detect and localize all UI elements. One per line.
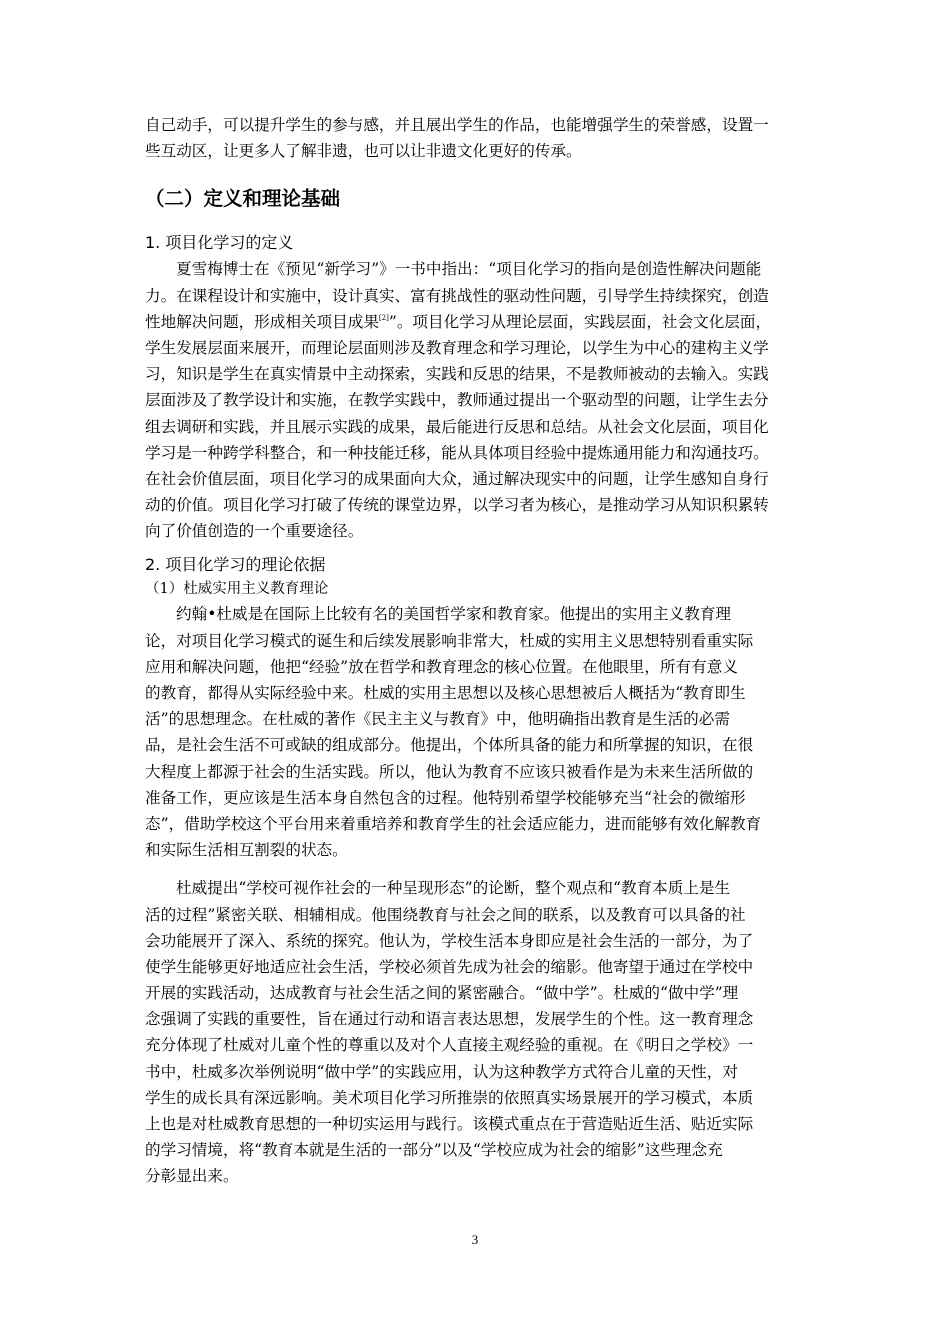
paragraph-line: 约翰•杜威是在国际上比较有名的美国哲学家和教育家。他提出的实用主义教育理 xyxy=(176,605,731,624)
paragraph-line: 充分体现了杜威对儿童个性的尊重以及对个人直接主观经验的重视。在《明日之学校》一 xyxy=(145,1036,754,1055)
paragraph-line: 学生发展层面来展开，而理论层面则涉及教育理念和学习理论，以学生为中心的建构主义学 xyxy=(145,338,769,357)
paragraph-line: 论，对项目化学习模式的诞生和后续发展影响非常大，杜威的实用主义思想特别看重实际 xyxy=(145,631,754,650)
definition-paragraph xyxy=(145,256,806,544)
paragraph-line: 的学习情境，将“教育本就是生活的一部分”以及“学校应成为社会的缩影”这些理念充 xyxy=(145,1141,723,1160)
paragraph-line: 和实际生活相互割裂的状态。 xyxy=(145,841,348,860)
paragraph-line: 组去调研和实践，并且展示实践的成果，最后能进行反思和总结。从社会文化层面，项目化 xyxy=(145,417,769,436)
paragraph-line: 会功能展开了深入、系统的探究。他认为，学校生活本身即应是社会生活的一部分，为了 xyxy=(145,931,754,950)
paragraph-line: 习，知识是学生在真实情景中主动探索，实践和反思的结果，不是教师被动的去输入。实践 xyxy=(145,365,769,384)
paragraph-line: 的教育，都得从实际经验中来。杜威的实用主思想以及核心思想被后人概括为“教育即生 xyxy=(145,684,746,702)
paragraph-line: 品，是社会生活不可或缺的组成部分。他提出，个体所具备的能力和所掌握的知识，在很 xyxy=(145,736,754,755)
paragraph-line: 学生的成长具有深远影响。美术项目化学习所推崇的依照真实场景展开的学习模式，本质 xyxy=(145,1088,754,1107)
paragraph-line: 使学生能够更好地适应社会生活，学校必须首先成为社会的缩影。他寄望于通过在学校中 xyxy=(145,957,754,976)
paragraph-line: 书中，杜威多次举例说明“做中学”的实践应用，认为这种教学方式符合儿童的天性，对 xyxy=(145,1062,738,1081)
paragraph-line: 力。在课程设计和实施中，设计真实、富有挑战性的驱动性问题，引导学生持续探究，创造 xyxy=(145,286,769,305)
paragraph-line: 层面涉及了教学设计和实施，在教学实践中，教师通过提出一个驱动型的问题，让学生去分 xyxy=(145,391,769,410)
paragraph-line: 准备工作，更应该是生活本身自然包含的过程。他特别希望学校能够充当“社会的微缩形 xyxy=(145,788,746,807)
section-heading: （二）定义和理论基础 xyxy=(145,187,341,211)
paragraph-line: 大程度上都源于社会的生活实践。所以，他认为教育不应该只被看作是为未来生活所做的 xyxy=(145,762,754,781)
dewey-paragraph-2 xyxy=(145,875,806,1189)
paragraph-line: 活”的思想理念。在杜威的著作《民主主义与教育》中，他明确指出教育是生活的必需 xyxy=(145,710,730,729)
paragraph-line: 夏雪梅博士在《预见“新学习”》一书中指出：“项目化学习的指向是创造性解决问题能 xyxy=(176,260,762,279)
paragraph-line: 上也是对杜威教育思想的一种切实运用与践行。该模式重点在于营造贴近生活、贴近实际 xyxy=(145,1115,754,1133)
paragraph-line: 态”，借助学校这个平台用来着重培养和教育学生的社会适应能力，进而能够有效化解教育 xyxy=(145,814,762,833)
paragraph-line: 自己动手，可以提升学生的参与感，并且展出学生的作品，也能增强学生的荣誉感，设置一 xyxy=(145,116,769,134)
subsection-heading-theory: 2. 项目化学习的理论依据 xyxy=(145,555,326,575)
paragraph-line: 活的过程”紧密关联、相辅相成。他围绕教育与社会之间的联系，以及教育可以具备的社 xyxy=(145,905,746,924)
paragraph-line: 在社会价值层面，项目化学习的成果面向大众，通过解决现实中的问题，让学生感知自身行 xyxy=(145,469,769,488)
line-text: ”。项目化学习从理论层面，实践层面，社会文化层面， xyxy=(388,312,772,331)
dewey-paragraph-1 xyxy=(145,601,806,863)
paragraph-line: 开展的实践活动，达成教育与社会生活之间的紧密融合。“做中学”。杜威的“做中学”理 xyxy=(145,984,739,1003)
paragraph-line: 应用和解决问题，他把“经验”放在哲学和教育理念的核心位置。在他眼里，所有有意义 xyxy=(145,657,738,676)
paragraph-line: 向了价值创造的一个重要途径。 xyxy=(145,522,364,541)
paragraph-line: 念强调了实践的重要性，旨在通过行动和语言表达思想，发展学生的个性。这一教育理念 xyxy=(145,1010,754,1029)
paragraph-line: 动的价值。项目化学习打破了传统的课堂边界，以学习者为核心，是推动学习从知识积累转 xyxy=(145,496,769,515)
intro-paragraph xyxy=(145,112,806,164)
paragraph-line xyxy=(145,309,806,335)
line-text: 性地解决问题，形成相关项目成果 xyxy=(145,312,379,331)
subsubsection-heading-dewey: （1）杜威实用主义教育理论 xyxy=(145,581,329,598)
page-number: 3 xyxy=(471,1232,479,1247)
subsection-heading-definition: 1. 项目化学习的定义 xyxy=(145,233,294,253)
document-page xyxy=(145,112,806,1190)
paragraph-line: 学习是一种跨学科整合，和一种技能迁移，能从具体项目经验中提炼通用能力和沟通技巧。 xyxy=(145,443,769,462)
paragraph-line: 杜威提出“学校可视作社会的一种呈现形态”的论断，整个观点和“教育本质上是生 xyxy=(176,879,731,898)
paragraph-line: 些互动区，让更多人了解非遗，也可以让非遗文化更好的传承。 xyxy=(145,142,582,161)
citation-marker: [2] xyxy=(378,313,389,322)
paragraph-line: 分彰显出来。 xyxy=(145,1167,239,1186)
